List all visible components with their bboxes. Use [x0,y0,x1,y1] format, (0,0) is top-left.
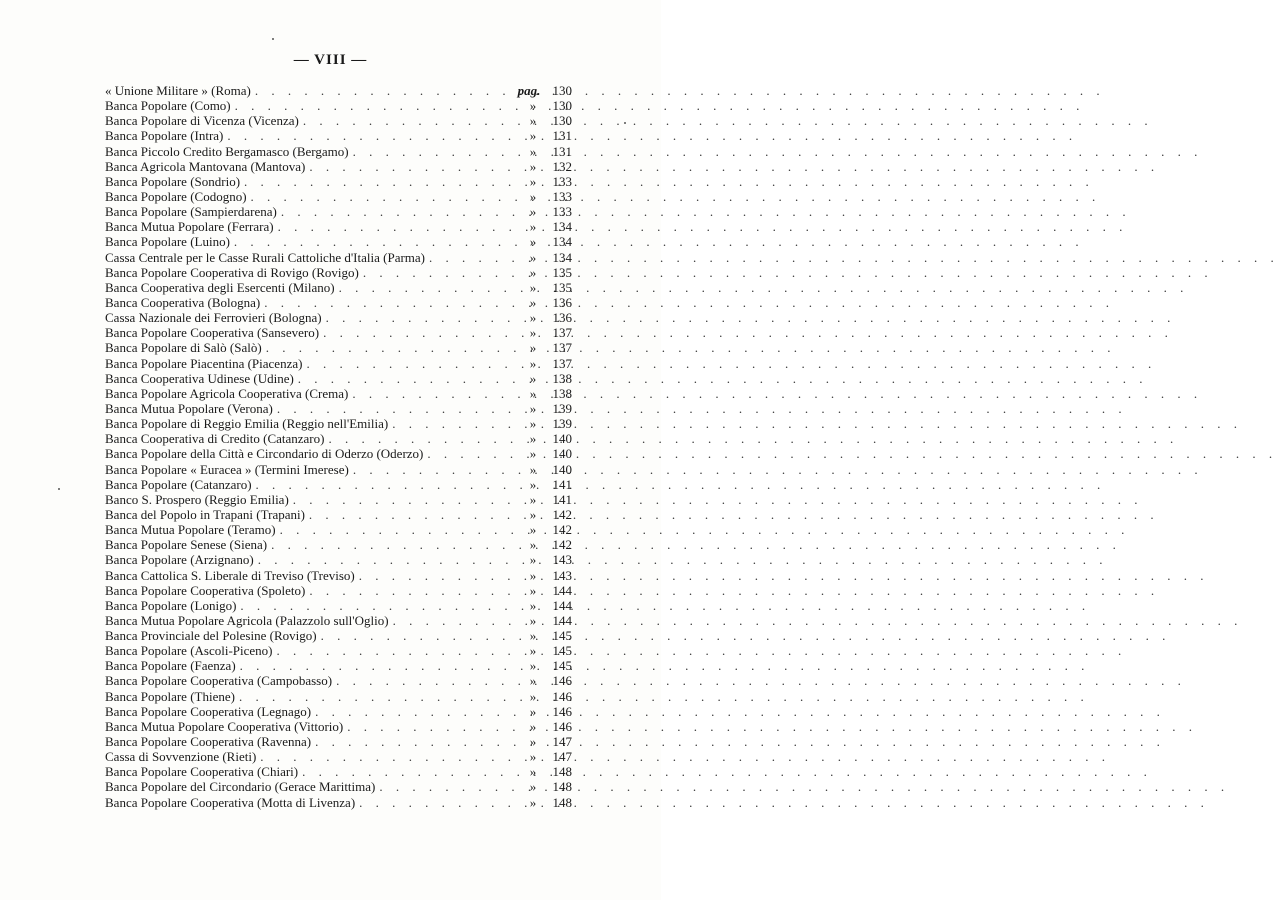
index-entry [105,83,572,98]
entry-title: Banca Popolare Piacentina (Piacenza) [105,355,303,371]
entry-title: Banca Popolare « Euracea » (Termini Imerese) [105,461,349,477]
entry-title: Cassa Centrale per le Casse Rurali Cattoliche d'Italia (Parma) [105,249,426,265]
entry-title: Banca Cattolica S. Liberale di Treviso (Treviso) [105,567,355,583]
entry-page-number: 148 [552,794,572,810]
entry-ref-mark: » [529,385,537,401]
entry-page-number: 132 [552,158,572,174]
entry-title: Banca Popolare di Reggio Emilia (Reggio nell'Emilia) [105,416,389,432]
entry-page-number: 146 [552,703,572,719]
dot-leader [247,189,522,204]
entry-page-number: 143 [552,567,572,583]
dot-leader [302,356,522,371]
entry-page-number: 130 [552,83,572,98]
index-entry [105,719,572,734]
entry-title: Banca Popolare (Luino) [105,234,230,250]
dot-leader [359,265,522,280]
entry-page-number: 146 [552,688,572,704]
dot-leader [349,144,522,159]
entry-ref-mark: » [529,143,537,159]
entry-page-number: 137 [552,340,572,356]
entry-page-number: 135 [552,279,572,295]
index-entry [105,643,572,658]
index-entry [105,779,572,794]
entry-title: Banca Cooperativa Udinese (Udine) [105,370,294,386]
dot-leader [260,295,522,310]
index-entry [105,477,572,492]
entry-ref-mark: » [529,264,537,280]
entry-page-number: 143 [552,552,572,568]
entry-title: Banca Popolare Cooperativa (Spoleto) [105,582,306,598]
dot-leader [274,219,522,234]
entry-ref-mark: » [529,628,537,644]
entry-title: Banca Popolare (Arzignano) [105,552,254,568]
dot-leader [324,431,522,446]
dot-leader [317,628,522,643]
entry-page-number: 146 [552,673,572,689]
print-speck [58,488,60,490]
entry-page-number: 142 [552,537,572,553]
dot-leader [273,643,522,658]
entry-title: Cassa Nazionale dei Ferrovieri (Bologna) [105,310,322,326]
entry-title: Banca Cooperativa degli Esercenti (Milano) [105,279,335,295]
index-entry [105,658,572,673]
entry-page-number: 147 [552,749,572,765]
entry-page-number: 137 [552,325,572,341]
entry-page-number: 142 [552,522,572,538]
entry-ref-mark: » [529,703,537,719]
entry-ref-mark: » [529,461,537,477]
entry-title: Banca Popolare di Vicenza (Vicenza) [105,113,299,129]
entry-page-number: 139 [552,400,572,416]
index-entry [105,673,572,688]
index-entry [105,749,572,764]
entry-title: Banca Mutua Popolare (Teramo) [105,522,276,538]
dot-leader [348,386,522,401]
dot-leader [273,401,522,416]
entry-ref-mark: pag. [517,83,541,98]
dot-leader [355,568,522,583]
entry-title: Banca Popolare (Catanzaro) [105,476,252,492]
index-entry [105,113,572,128]
entry-page-number: 146 [552,718,572,734]
dot-leader [332,673,522,688]
index-entry [105,583,572,598]
dot-leader [240,174,522,189]
index-entry [105,537,572,552]
entry-ref-mark: » [529,279,537,295]
entry-page-number: 133 [552,204,572,220]
dot-leader [236,598,522,613]
page-header: — VIII — [293,52,368,68]
dot-leader [231,98,522,113]
entry-page-number: 145 [552,658,572,674]
entry-ref-mark: » [529,113,537,129]
entry-ref-mark: » [529,355,537,371]
dot-leader [335,280,522,295]
dot-leader [311,704,522,719]
entry-page-number: 138 [552,370,572,386]
index-entry [105,386,572,401]
entry-page-number: 144 [552,597,572,613]
entry-page-number: 144 [552,612,572,628]
entry-title: Banca Popolare (Sondrio) [105,173,241,189]
entry-page-number: 131 [552,143,572,159]
entry-ref-mark: » [529,310,537,326]
entry-title: Banca Popolare Cooperativa (Chiari) [105,764,299,780]
dot-leader [319,325,522,340]
entry-ref-mark: » [529,219,537,235]
index-entry [105,219,572,234]
dot-leader [423,446,522,461]
entry-ref-mark: » [529,718,537,734]
entry-ref-mark: » [529,325,537,341]
entry-ref-mark: » [529,688,537,704]
entry-ref-mark: » [529,340,537,356]
entry-ref-mark: » [529,416,537,432]
entry-ref-mark: » [529,491,537,507]
entry-page-number: 134 [552,249,572,265]
entry-title: Banca Piccolo Credito Bergamasco (Bergamo) [105,143,349,159]
index-entry [105,416,572,431]
entry-page-number: 133 [552,188,572,204]
index-entry [105,689,572,704]
entry-ref-mark: » [529,128,537,144]
entry-page-number: 141 [552,491,572,507]
entry-title: Banco S. Prospero (Reggio Emilia) [105,491,289,507]
print-speck [624,122,626,124]
entry-page-number: 138 [552,385,572,401]
entry-ref-mark: » [529,779,537,795]
index-entry [105,446,572,461]
entry-title: Banca Cooperativa (Bologna) [105,294,261,310]
entry-ref-mark: » [529,597,537,613]
entry-ref-mark: » [529,173,537,189]
index-entry [105,431,572,446]
entry-page-number: 136 [552,294,572,310]
index-entry [105,250,572,265]
entry-page-number: 136 [552,310,572,326]
dot-leader [277,204,522,219]
entry-title: Banca Popolare Cooperativa (Legnago) [105,703,312,719]
entry-page-number: 134 [552,234,572,250]
entry-page-number: 141 [552,476,572,492]
entry-title: Banca Popolare del Circondario (Gerace Marittima) [105,779,376,795]
index-entry [105,598,572,613]
entry-title: Banca Popolare Senese (Siena) [105,537,268,553]
entry-title: Banca Popolare della Città e Circondario di Oderzo (Oderzo) [105,446,424,462]
entry-title: Cassa di Sovvenzione (Rieti) [105,749,257,765]
dot-leader [322,310,522,325]
index-entry [105,310,572,325]
entry-title: Banca Popolare Agricola Cooperativa (Crema) [105,385,349,401]
entry-title: Banca Mutua Popolare Agricola (Palazzolo sull'Oglio) [105,612,389,628]
entry-title: Banca Popolare (Ascoli-Piceno) [105,643,273,659]
entry-title: Banca Agricola Mantovana (Mantova) [105,158,306,174]
index-entry [105,704,572,719]
entry-page-number: 140 [552,461,572,477]
entry-title: Banca Popolare (Thiene) [105,688,235,704]
entry-page-number: 139 [552,416,572,432]
entry-title: Banca Cooperativa di Credito (Catanzaro) [105,431,325,447]
entry-ref-mark: » [529,764,537,780]
entry-page-number: 135 [552,264,572,280]
index-entry [105,340,572,355]
entry-title: Banca Popolare Cooperativa (Ravenna) [105,734,312,750]
dot-leader [276,522,522,537]
index-entry [105,234,572,249]
entry-title: Banca Popolare (Sampierdarena) [105,204,277,220]
dot-leader [305,583,522,598]
entry-ref-mark: » [529,476,537,492]
index-entry [105,764,572,779]
entry-page-number: 147 [552,734,572,750]
entry-title: Banca Popolare di Salò (Salò) [105,340,262,356]
dot-leader [267,537,522,552]
entry-ref-mark: » [529,98,537,114]
entry-title: Banca Popolare (Intra) [105,128,224,144]
index-list [105,83,572,810]
index-entry [105,265,572,280]
index-entry [105,98,572,113]
dot-leader [223,128,522,143]
dot-leader [252,477,522,492]
entry-title: Banca Popolare Cooperativa (Campobasso) [105,673,333,689]
entry-title: Banca Mutua Popolare Cooperativa (Vittorio) [105,718,344,734]
index-entry [105,159,572,174]
dot-leader [388,416,522,431]
dot-leader [425,250,522,265]
entry-page-number: 137 [552,355,572,371]
entry-title: Banca Provinciale del Polesine (Rovigo) [105,628,317,644]
index-entry [105,189,572,204]
entry-ref-mark: » [529,522,537,538]
entry-ref-mark: » [529,446,537,462]
dot-leader [299,113,522,128]
dot-leader [305,159,522,174]
dot-leader [289,492,522,507]
entry-title: Banca Popolare Cooperativa (Motta di Livenza) [105,794,356,810]
dot-leader [236,658,522,673]
dot-leader [254,552,522,567]
entry-page-number: 130 [552,98,572,114]
entry-ref-mark: » [529,370,537,386]
entry-title: Banca Popolare (Como) [105,98,231,114]
entry-title: Banca Popolare (Faenza) [105,658,236,674]
dot-leader [235,689,522,704]
index-entry [105,462,572,477]
index-entry [105,552,572,567]
dot-leader [262,340,522,355]
entry-title: Banca Mutua Popolare (Verona) [105,400,273,416]
entry-ref-mark: » [529,734,537,750]
entry-ref-mark: » [529,643,537,659]
entry-page-number: 145 [552,643,572,659]
entry-ref-mark: » [529,158,537,174]
entry-ref-mark: » [529,431,537,447]
entry-page-number: 142 [552,506,572,522]
index-entry [105,568,572,583]
entry-page-number: 140 [552,446,572,462]
entry-ref-mark: » [529,794,537,810]
dot-leader [230,234,522,249]
dot-leader [343,719,522,734]
entry-title: Banca Popolare Cooperativa di Rovigo (Rovigo) [105,264,359,280]
entry-page-number: 134 [552,219,572,235]
dot-leader [349,462,522,477]
index-entry [105,507,572,522]
entry-ref-mark: » [529,582,537,598]
entry-ref-mark: » [529,612,537,628]
entry-ref-mark: » [529,294,537,310]
entry-ref-mark: » [529,552,537,568]
index-entry [105,734,572,749]
print-speck [272,38,274,40]
index-entry [105,204,572,219]
entry-page-number: 148 [552,764,572,780]
dot-leader [305,507,522,522]
dot-leader [389,613,522,628]
entry-title: Banca Popolare (Lonigo) [105,597,237,613]
index-entry [105,356,572,371]
entry-ref-mark: » [529,749,537,765]
dot-leader [311,734,522,749]
index-entry [105,628,572,643]
entry-title: Banca Popolare (Codogno) [105,188,247,204]
index-entry [105,371,572,386]
dot-leader [251,83,514,98]
dot-leader [294,371,522,386]
entry-ref-mark: » [529,506,537,522]
entry-title: « Unione Militare » (Roma) [105,83,251,98]
index-entry [105,174,572,189]
index-entry [105,613,572,628]
index-entry [105,522,572,537]
entry-ref-mark: » [529,400,537,416]
entry-title: Banca Popolare Cooperativa (Sansevero) [105,325,320,341]
entry-page-number: 144 [552,582,572,598]
index-entry [105,401,572,416]
index-entry [105,325,572,340]
dot-leader [298,764,522,779]
entry-page-number: 130 [552,113,572,129]
entry-ref-mark: » [529,249,537,265]
entry-ref-mark: » [529,537,537,553]
dot-leader [256,749,522,764]
entry-page-number: 133 [552,173,572,189]
entry-ref-mark: » [529,188,537,204]
entry-title: Banca Mutua Popolare (Ferrara) [105,219,274,235]
entry-ref-mark: » [529,658,537,674]
dot-leader [375,779,522,794]
entry-page-number: 140 [552,431,572,447]
index-entry [105,144,572,159]
entry-ref-mark: » [529,673,537,689]
entry-page-number: 145 [552,628,572,644]
entry-page-number: 148 [552,779,572,795]
entry-page-number: 131 [552,128,572,144]
index-entry [105,295,572,310]
entry-ref-mark: » [529,204,537,220]
index-entry [105,128,572,143]
dot-leader [355,795,522,810]
index-entry [105,795,572,810]
entry-ref-mark: » [529,567,537,583]
index-entry [105,492,572,507]
entry-title: Banca del Popolo in Trapani (Trapani) [105,506,305,522]
index-entry [105,280,572,295]
entry-ref-mark: » [529,234,537,250]
